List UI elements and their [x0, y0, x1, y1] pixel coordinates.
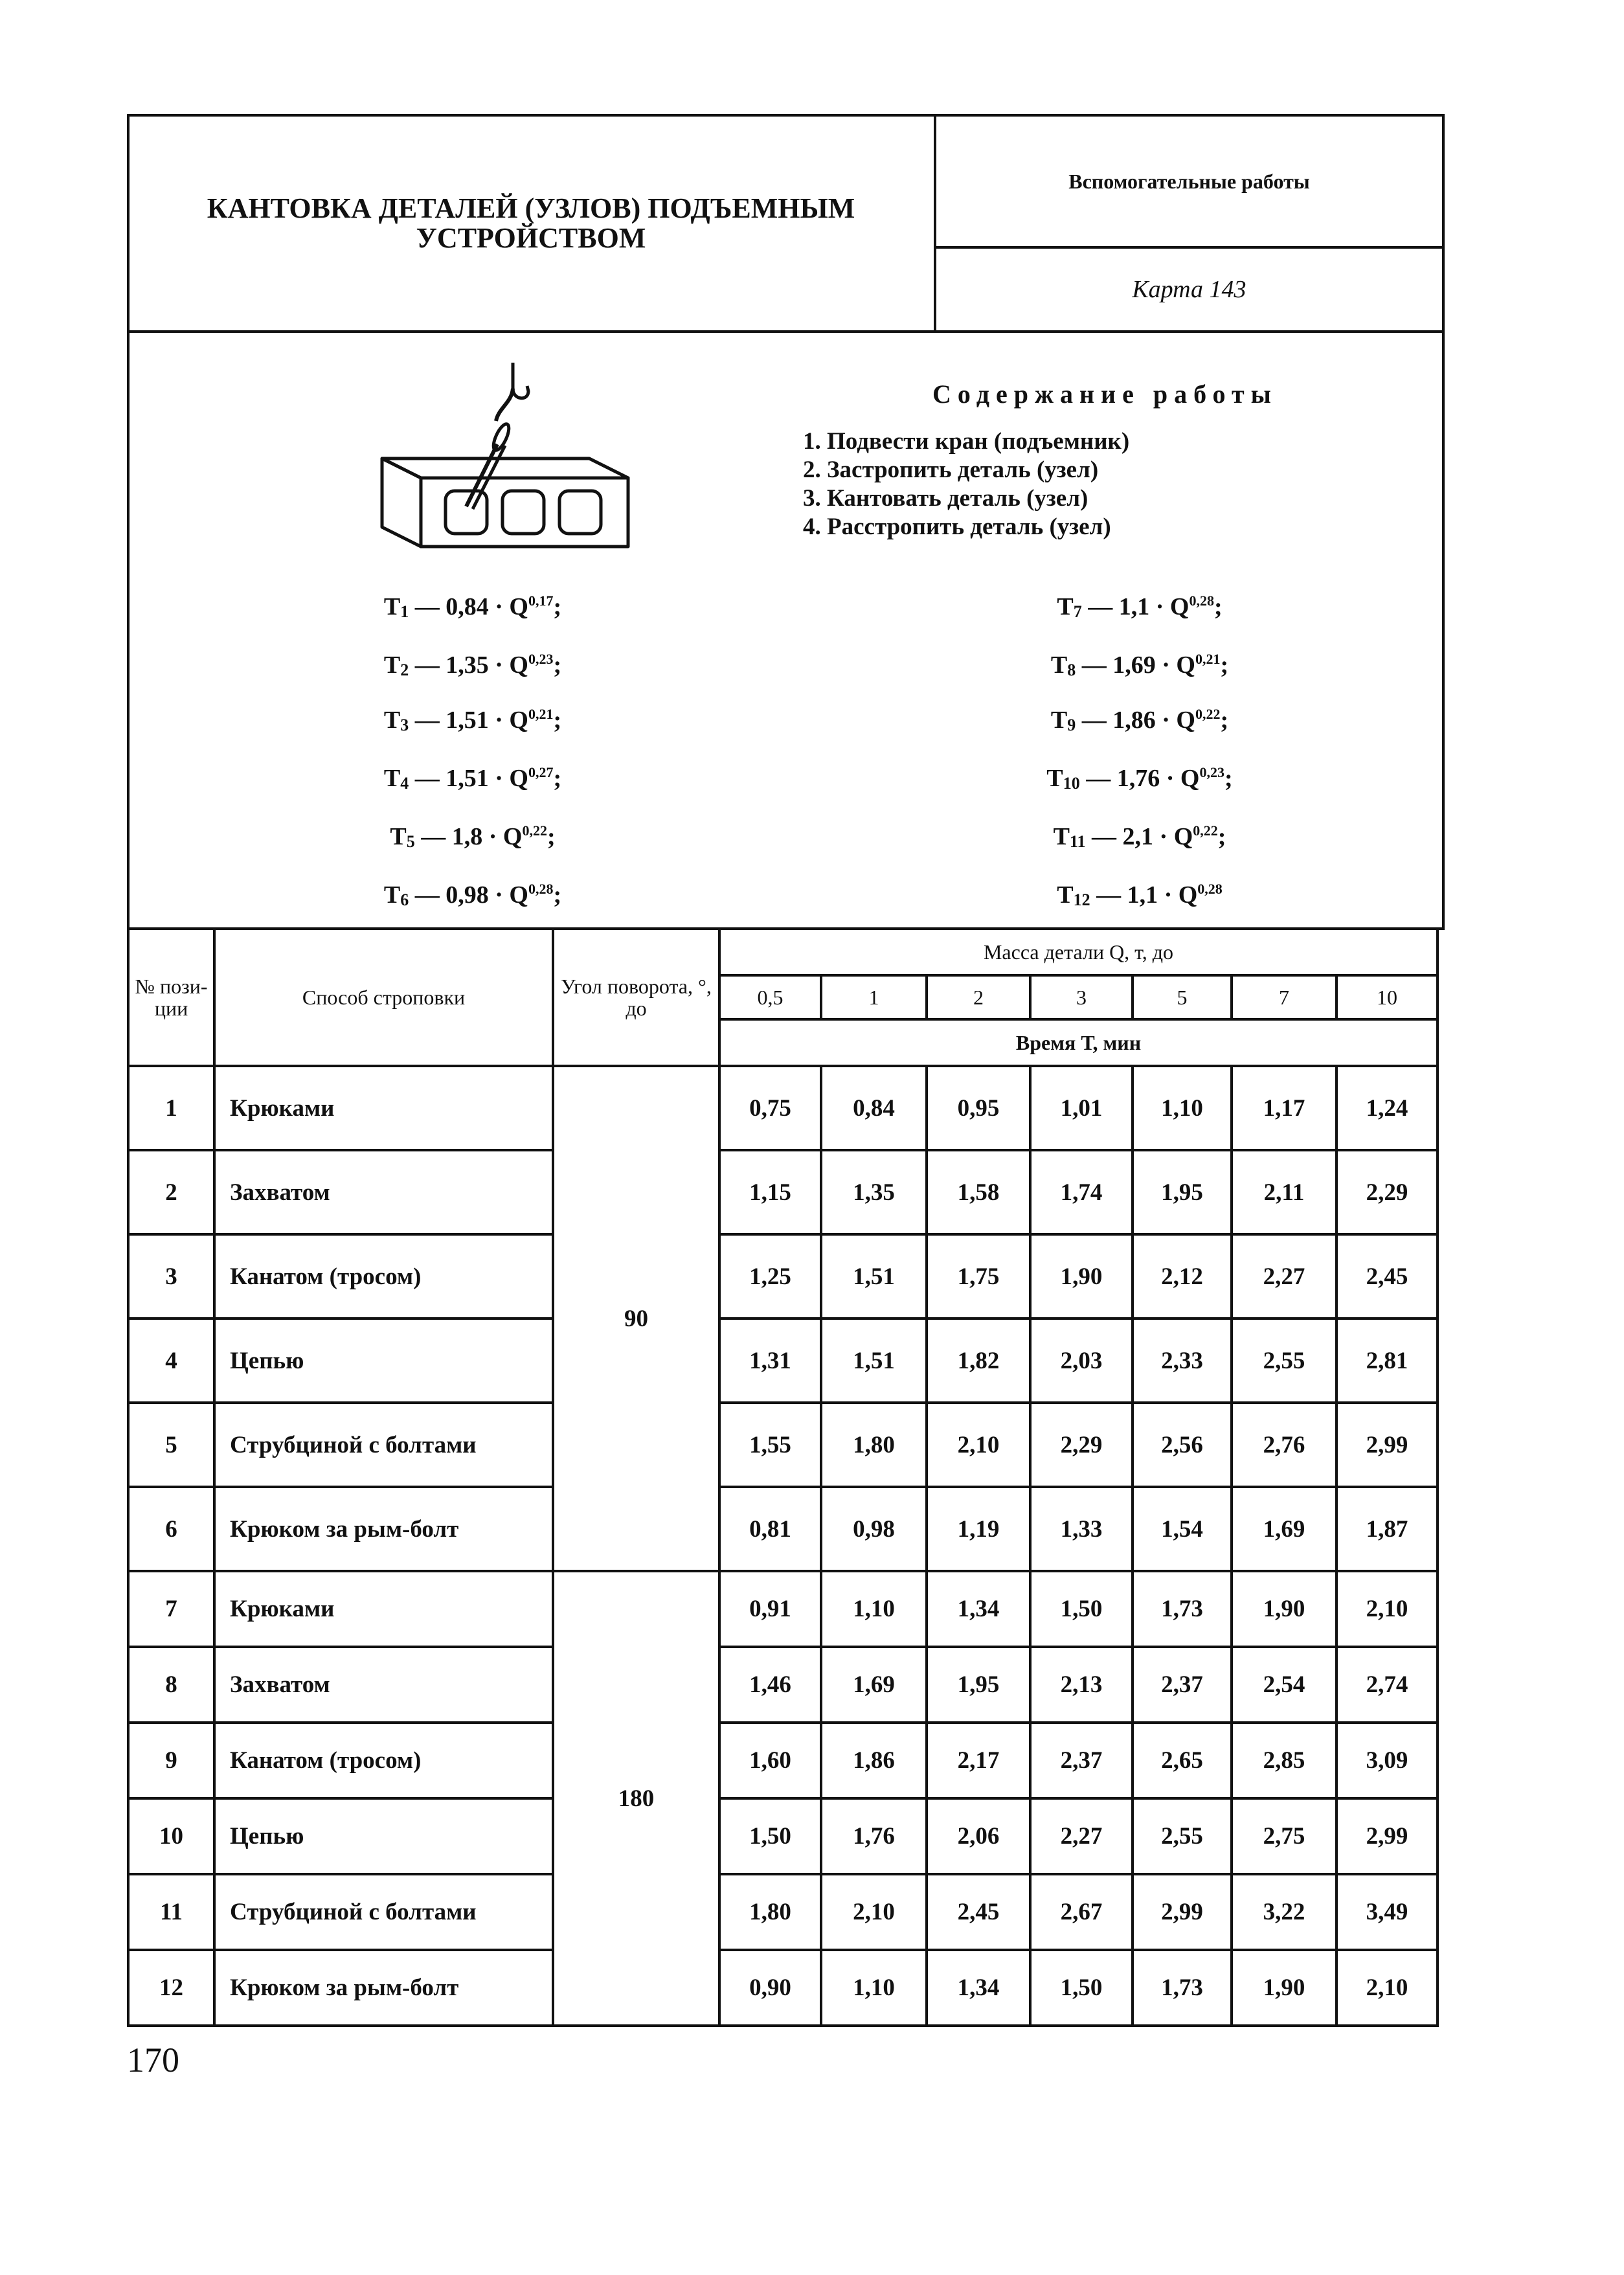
time-cell: 3,09 [1336, 1723, 1438, 1798]
formula-exponent: 0,17 [528, 593, 554, 609]
formula-exponent: 0,22 [522, 822, 547, 839]
formula-index: 11 [1069, 832, 1086, 851]
time-cell: 1,55 [719, 1403, 821, 1487]
row-method: Цепью [214, 1319, 553, 1403]
formula-index: 7 [1073, 602, 1082, 621]
time-cell: 3,22 [1232, 1874, 1336, 1950]
time-cell: 2,33 [1133, 1319, 1232, 1403]
time-cell: 2,37 [1133, 1647, 1232, 1723]
time-cell: 1,73 [1133, 1571, 1232, 1647]
formula-body: — 1,76 · Q [1079, 765, 1200, 792]
work-step: 2. Застропить деталь (узел) [803, 457, 1099, 483]
time-cell: 2,17 [927, 1723, 1030, 1798]
formula-body: — 0,98 · Q [409, 881, 528, 909]
time-cell: 1,24 [1336, 1066, 1438, 1150]
page-title: КАНТОВКА ДЕТАЛЕЙ (УЗЛОВ) ПОДЪЕМНЫМ УСТРОЙСТВОМ [207, 192, 855, 254]
time-cell: 1,17 [1232, 1066, 1336, 1150]
row-number: 11 [128, 1874, 214, 1950]
formula-index: 2 [400, 661, 409, 679]
time-cell: 1,90 [1030, 1234, 1133, 1319]
formula-index: 3 [400, 716, 409, 734]
time-cell: 2,29 [1336, 1150, 1438, 1234]
formula-index: 8 [1067, 661, 1076, 679]
time-cell: 1,95 [1133, 1150, 1232, 1234]
time-cell: 1,50 [1030, 1950, 1133, 2026]
mass-cell: 3 [1030, 975, 1133, 1019]
formula-body: — 1,1 · Q [1081, 593, 1190, 620]
time-cell: 1,54 [1133, 1487, 1232, 1571]
time-cell: 1,95 [927, 1647, 1030, 1723]
formula-exponent: 0,28 [1197, 881, 1223, 897]
time-cell: 2,06 [927, 1798, 1030, 1874]
time-norms-table [127, 927, 1439, 2027]
formula-t4 [311, 764, 635, 793]
time-cell: 2,56 [1133, 1403, 1232, 1487]
time-cell: 2,99 [1336, 1403, 1438, 1487]
time-cell: 2,99 [1336, 1798, 1438, 1874]
time-cell: 2,67 [1030, 1874, 1133, 1950]
formula-end: ; [1224, 765, 1233, 792]
formula-exponent: 0,23 [528, 651, 554, 667]
formula-end: ; [1220, 707, 1229, 734]
formula-index: 1 [400, 602, 409, 621]
time-cell: 1,80 [719, 1874, 821, 1950]
time-cell: 1,46 [719, 1647, 821, 1723]
time-cell: 1,51 [821, 1319, 927, 1403]
time-cell: 1,73 [1133, 1950, 1232, 2026]
formula-symbol: T [1053, 823, 1070, 850]
row-number: 10 [128, 1798, 214, 1874]
col-angle-header: Угол поворота, °, до [553, 929, 719, 1066]
row-method: Крюками [214, 1571, 553, 1647]
time-cell: 0,81 [719, 1487, 821, 1571]
time-cell: 1,51 [821, 1234, 927, 1319]
time-cell: 0,90 [719, 1950, 821, 2026]
formula-symbol: T [390, 823, 407, 850]
mass-header: Масса детали Q, т, до [719, 929, 1438, 975]
formula-exponent: 0,27 [528, 764, 554, 780]
time-cell: 2,10 [1336, 1571, 1438, 1647]
time-cell: 3,49 [1336, 1874, 1438, 1950]
formula-body: — 0,84 · Q [409, 593, 528, 620]
time-cell: 2,81 [1336, 1319, 1438, 1403]
formula-symbol: T [1057, 881, 1074, 909]
formula-end: ; [547, 823, 556, 850]
formula-end: ; [1220, 651, 1229, 679]
formula-symbol: T [1057, 593, 1074, 620]
table-row [128, 1950, 1438, 2026]
time-cell: 1,74 [1030, 1150, 1133, 1234]
time-cell: 1,87 [1336, 1487, 1438, 1571]
time-cell: 1,90 [1232, 1950, 1336, 2026]
formula-t9 [978, 706, 1302, 735]
formula-t5 [311, 822, 635, 852]
time-cell: 1,90 [1232, 1571, 1336, 1647]
time-cell: 2,03 [1030, 1319, 1133, 1403]
time-cell: 1,69 [1232, 1487, 1336, 1571]
time-cell: 2,27 [1030, 1798, 1133, 1874]
time-header: Время Т, мин [719, 1019, 1438, 1066]
formula-body: — 1,8 · Q [414, 823, 523, 850]
formula-symbol: T [383, 651, 401, 679]
crane-hook-block-icon [369, 363, 648, 557]
work-step: 1. Подвести кран (подъемник) [803, 428, 1130, 455]
table-row [128, 1798, 1438, 1874]
formula-symbol: T [383, 593, 401, 620]
table-row [128, 1150, 1438, 1234]
formula-t10 [978, 764, 1302, 793]
row-method: Цепью [214, 1798, 553, 1874]
time-cell: 1,10 [821, 1950, 927, 2026]
time-cell: 2,99 [1133, 1874, 1232, 1950]
formula-end: ; [553, 651, 562, 679]
rotation-angle: 90 [553, 1066, 719, 1571]
time-cell: 2,10 [821, 1874, 927, 1950]
formula-t8 [978, 651, 1302, 680]
time-cell: 1,69 [821, 1647, 927, 1723]
formula-body: — 1,69 · Q [1076, 651, 1195, 679]
formula-end: ; [553, 707, 562, 734]
time-cell: 2,12 [1133, 1234, 1232, 1319]
mass-cell: 2 [927, 975, 1030, 1019]
time-cell: 1,50 [719, 1798, 821, 1874]
time-cell: 0,95 [927, 1066, 1030, 1150]
time-cell: 1,34 [927, 1950, 1030, 2026]
mass-cell: 7 [1232, 975, 1336, 1019]
time-cell: 2,65 [1133, 1723, 1232, 1798]
table-row [128, 1874, 1438, 1950]
time-cell: 1,35 [821, 1150, 927, 1234]
time-cell: 1,76 [821, 1798, 927, 1874]
row-number: 2 [128, 1150, 214, 1234]
col-number-header: № пози-ции [128, 929, 214, 1066]
row-method: Струбциной с болтами [214, 1403, 553, 1487]
time-cell: 1,19 [927, 1487, 1030, 1571]
row-number: 9 [128, 1723, 214, 1798]
formula-end: ; [553, 881, 562, 909]
formula-body: — 1,51 · Q [409, 765, 528, 792]
table-row [128, 1319, 1438, 1403]
row-number: 3 [128, 1234, 214, 1319]
mass-cell: 10 [1336, 975, 1438, 1019]
row-number: 1 [128, 1066, 214, 1150]
time-cell: 2,85 [1232, 1723, 1336, 1798]
table-row [128, 1234, 1438, 1319]
col-method-header: Способ строповки [214, 929, 553, 1066]
time-cell: 1,31 [719, 1319, 821, 1403]
rotation-angle: 180 [553, 1571, 719, 2026]
time-cell: 1,15 [719, 1150, 821, 1234]
row-method: Захватом [214, 1150, 553, 1234]
formula-exponent: 0,22 [1195, 706, 1221, 722]
formula-t12 [978, 881, 1302, 910]
formula-t7 [978, 593, 1302, 622]
formula-index: 12 [1073, 890, 1090, 909]
time-cell: 1,50 [1030, 1571, 1133, 1647]
category-label: Вспомогательные работы [1068, 169, 1310, 193]
time-cell: 1,75 [927, 1234, 1030, 1319]
formula-symbol: T [1050, 707, 1068, 734]
formula-exponent: 0,23 [1199, 764, 1224, 780]
formula-symbol: T [1046, 765, 1063, 792]
time-cell: 0,98 [821, 1487, 927, 1571]
formula-exponent: 0,28 [1189, 593, 1214, 609]
time-cell: 1,58 [927, 1150, 1030, 1234]
formula-t3 [311, 706, 635, 735]
time-cell: 2,55 [1232, 1319, 1336, 1403]
time-cell: 0,84 [821, 1066, 927, 1150]
formula-symbol: T [383, 707, 401, 734]
time-cell: 1,86 [821, 1723, 927, 1798]
time-cell: 2,55 [1133, 1798, 1232, 1874]
formula-body: — 1,1 · Q [1090, 881, 1198, 909]
row-method: Захватом [214, 1647, 553, 1723]
table-row [128, 1487, 1438, 1571]
row-number: 6 [128, 1487, 214, 1571]
row-number: 12 [128, 1950, 214, 2026]
formula-end: ; [553, 593, 562, 620]
table-row [128, 1403, 1438, 1487]
row-method: Крюками [214, 1066, 553, 1150]
row-method: Крюком за рым-болт [214, 1487, 553, 1571]
time-cell: 0,91 [719, 1571, 821, 1647]
row-method: Канатом (тросом) [214, 1234, 553, 1319]
formula-index: 6 [400, 890, 409, 909]
formula-t2 [311, 651, 635, 680]
time-cell: 1,34 [927, 1571, 1030, 1647]
time-cell: 0,75 [719, 1066, 821, 1150]
row-method: Струбциной с болтами [214, 1874, 553, 1950]
time-cell: 2,10 [927, 1403, 1030, 1487]
formula-exponent: 0,28 [528, 881, 554, 897]
formula-index: 5 [406, 832, 415, 851]
time-cell: 2,45 [1336, 1234, 1438, 1319]
formula-t6 [311, 881, 635, 910]
formula-index: 9 [1067, 716, 1076, 734]
time-cell: 1,01 [1030, 1066, 1133, 1150]
row-method: Канатом (тросом) [214, 1723, 553, 1798]
time-cell: 2,27 [1232, 1234, 1336, 1319]
mass-cell: 5 [1133, 975, 1232, 1019]
formula-exponent: 0,21 [1195, 651, 1221, 667]
time-cell: 1,10 [821, 1571, 927, 1647]
formula-symbol: T [383, 881, 401, 909]
formula-exponent: 0,21 [528, 706, 554, 722]
formula-body: — 1,51 · Q [409, 707, 528, 734]
time-cell: 1,60 [719, 1723, 821, 1798]
time-cell: 2,29 [1030, 1403, 1133, 1487]
time-cell: 2,76 [1232, 1403, 1336, 1487]
row-number: 4 [128, 1319, 214, 1403]
formula-exponent: 0,22 [1193, 822, 1218, 839]
formula-body: — 2,1 · Q [1085, 823, 1193, 850]
formula-body: — 1,35 · Q [409, 651, 528, 679]
page-number: 170 [127, 2041, 179, 2079]
row-number: 8 [128, 1647, 214, 1723]
work-content-title: Содержание работы [932, 379, 1278, 409]
row-method: Крюком за рым-болт [214, 1950, 553, 2026]
time-cell: 2,11 [1232, 1150, 1336, 1234]
card-number: Карта 143 [1132, 276, 1246, 303]
time-cell: 2,45 [927, 1874, 1030, 1950]
time-cell: 2,13 [1030, 1647, 1133, 1723]
time-cell: 2,74 [1336, 1647, 1438, 1723]
formula-t11 [978, 822, 1302, 852]
formula-index: 4 [400, 774, 409, 793]
table-row [128, 1647, 1438, 1723]
formula-end: ; [1213, 593, 1223, 620]
time-cell: 2,75 [1232, 1798, 1336, 1874]
time-cell: 2,37 [1030, 1723, 1133, 1798]
formula-index: 10 [1063, 774, 1080, 793]
time-cell: 1,25 [719, 1234, 821, 1319]
formula-end: ; [553, 765, 562, 792]
formula-symbol: T [1050, 651, 1068, 679]
formula-t1 [311, 593, 635, 622]
time-cell: 1,82 [927, 1319, 1030, 1403]
mass-cell: 0,5 [719, 975, 821, 1019]
work-step: 4. Расстропить деталь (узел) [803, 514, 1111, 540]
time-cell: 1,10 [1133, 1066, 1232, 1150]
time-cell: 2,10 [1336, 1950, 1438, 2026]
table-row [128, 1723, 1438, 1798]
row-number: 7 [128, 1571, 214, 1647]
formula-symbol: T [383, 765, 401, 792]
table-row [128, 1571, 1438, 1647]
formula-end: ; [1217, 823, 1226, 850]
work-step: 3. Кантовать деталь (узел) [803, 485, 1088, 512]
time-cell: 1,80 [821, 1403, 927, 1487]
mass-cell: 1 [821, 975, 927, 1019]
time-cell: 1,33 [1030, 1487, 1133, 1571]
formula-body: — 1,86 · Q [1076, 707, 1195, 734]
time-cell: 2,54 [1232, 1647, 1336, 1723]
table-row [128, 1066, 1438, 1150]
row-number: 5 [128, 1403, 214, 1487]
